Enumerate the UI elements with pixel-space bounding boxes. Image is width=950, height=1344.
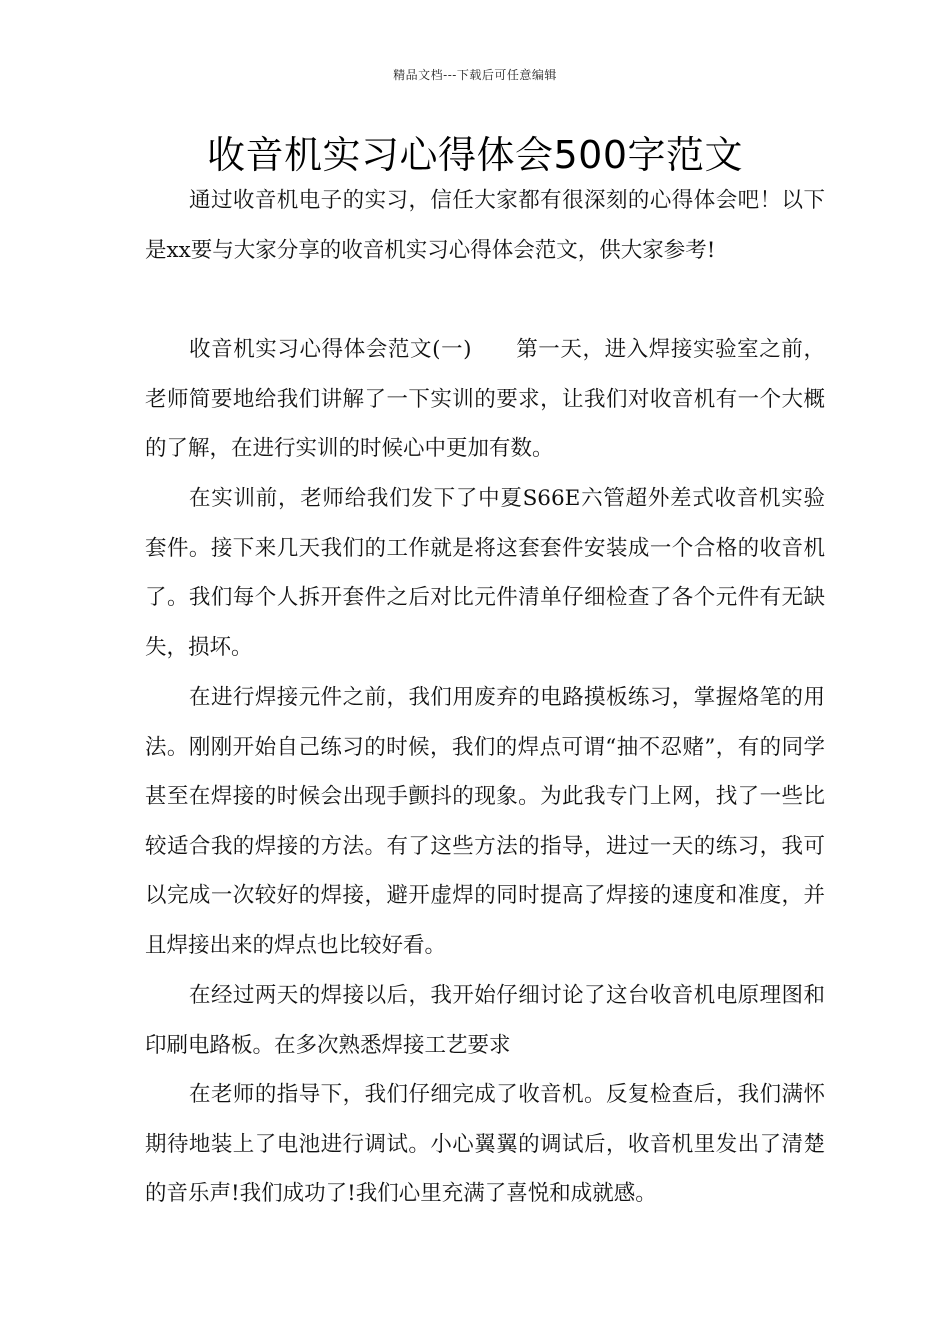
body-paragraph-1: 在实训前，老师给我们发下了中夏S66E六管超外差式收音机实验套件。接下来几天我们的工作就是将这套套件安装成一个合格的收音机了。我们每个人拆开套件之后对比元件清单仔细检查了各个元件有无缺失，损坏。 (145, 486, 825, 660)
section-heading: 收音机实习心得体会范文(一) (189, 337, 472, 362)
body-paragraph-2: 在进行焊接元件之前，我们用废弃的电路摸板练习，掌握烙笔的用法。刚刚开始自己练习的时候，我们的焊点可谓“抽不忍赌”，有的同学甚至在焊接的时候会出现手颤抖的现象。为此我专门上网，找了一些比较适合我的焊接的方法。有了这些方法的指导，进过一天的练习，我可以完成一次较好的焊接，避开虚焊的同时提高了焊接的速度和准度，并且焊接出来的焊点也比较好看。 (145, 685, 825, 958)
header-note: 精品文档---下载后可任意编辑 (393, 68, 557, 82)
body-paragraph-4: 在老师的指导下，我们仔细完成了收音机。反复检查后，我们满怀期待地装上了电池进行调试。小心翼翼的调试后，收音机里发出了清楚的音乐声!我们成功了!我们心里充满了喜悦和成就感。 (145, 1082, 825, 1207)
heading-gap (472, 337, 517, 362)
section-one-text: 第一天，进入焊接实验室之前，老师简要地给我们讲解了一下实训的要求，让我们对收音机有一个大概的了解，在进行实训的时候心中更加有数。 (145, 337, 825, 462)
document-title: 收音机实习心得体会500字范文 (206, 133, 744, 177)
intro-paragraph: 通过收音机电子的实习，信任大家都有很深刻的心得体会吧！以下是xx要与大家分享的收音机实习心得体会范文，供大家参考! (145, 188, 825, 263)
section-one-paragraph (145, 325, 825, 474)
body-paragraph-3: 在经过两天的焊接以后，我开始仔细讨论了这台收音机电原理图和印刷电路板。在多次熟悉焊接工艺要求 (145, 983, 825, 1058)
